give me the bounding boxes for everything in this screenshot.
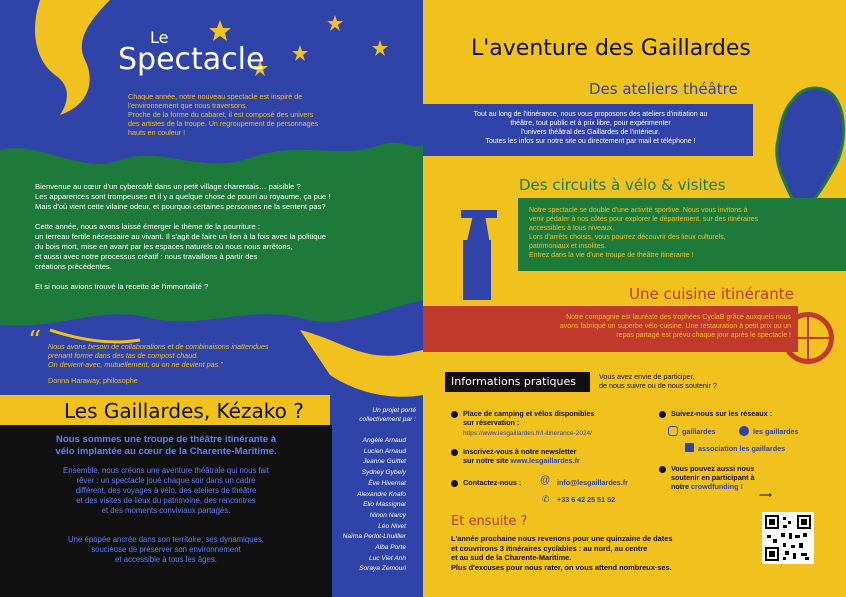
logo-big: Spectacle	[118, 42, 265, 77]
logo-small: Le	[150, 28, 169, 47]
kezako-epopee: Une épopée ancrée dans son territoire, ses dynamiques, soucieuse de préserver son environnement et accessible à tous les âges.	[68, 535, 264, 564]
intro-text: Chaque année, notre nouveau spectacle est inspiré de l'environnement que nous traversons. Proche de la forme du cabaret, il est composé des univers des artistes de la troupe. Un regroupement de personnages hauts en couleur !	[128, 92, 319, 137]
credits-list	[306, 436, 406, 575]
qr-code-icon	[765, 515, 811, 561]
credit-name: Ninon Narcy	[369, 511, 406, 519]
credit-name: Jeanne Guittet	[363, 458, 406, 466]
bullet-icon	[451, 411, 458, 418]
ateliers-text: Tout au long de l'itinérance, nous vous proposons des ateliers d'initiation au théâtre, tout public et à prix libre, pour expérimenter l'univers théâtral des Gaillardes de l'intérieur. Toutes les infos sur notre site ou directement par mail et téléphone !	[473, 111, 708, 145]
contact-phone[interactable]: +33 6 42 25 51 52	[557, 495, 616, 504]
credit-name: Sydney Gybely	[361, 469, 406, 477]
instagram-link[interactable]: gaillardes	[682, 427, 716, 436]
credit-name: Alba Porte	[375, 544, 406, 552]
ensuite-text: L'année prochaine nous revenons pour une quinzaine de dates et couvrirons 3 itinéraires cyclables : au nord, au centre et au sud de la Charente-Maritime. Plus d'excuses pour nous rater, on vous attend nombreux·ses.	[451, 534, 673, 572]
quote-text: Nous avons besoin de collaborations et de combinaisons inattendues prenant forme dans des tas de compost chaud. On devient-avec, mutuellement, ou on ne devient pas."	[48, 342, 269, 369]
support-text: Vous pouvez aussi nous soutenir en participant à notre crowdfunding !	[671, 464, 755, 491]
contact-email[interactable]: info@lesgaillardes.fr	[557, 478, 628, 487]
info-subtitle: Vous avez envie de participer, de nous suivre ou de nous soutenir ?	[599, 372, 717, 390]
right-title: L'aventure des Gaillardes	[471, 36, 751, 61]
circuits-text: Notre spectacle se double d'une activité sportive. Nous vous invitons à venir pédaler à nos côtés pour explorer le département, sur des itinéraires accessibles à tous niveaux. Lors d'arrêts choisis, vous pourrez découvrir des lieux culturels, patrimoniaux et insolites. Entrez dans la vie d'une troupe de théâtre itinérante !	[529, 207, 759, 259]
info-title: Informations pratiques	[451, 375, 576, 388]
bullet-icon	[659, 466, 666, 473]
credit-name: Soraya Zemouri	[359, 565, 406, 573]
credit-name: Luc Viet Anh	[368, 554, 406, 562]
crowdfunding-link[interactable]: crowdfunding !	[690, 482, 743, 491]
credits-header: Un projet porté collectivement par :	[359, 407, 416, 423]
ensuite-title: Et ensuite ?	[451, 514, 528, 529]
credit-name: Léo Nivet	[378, 522, 406, 530]
contact-label: Contactez-nous :	[463, 478, 522, 487]
bullet-icon	[451, 449, 458, 456]
credit-name: Alexandre Knafo	[357, 490, 406, 498]
quote-mark: “	[28, 326, 42, 356]
cuisine-text: Notre compagnie est lauréate des trophées CyclaB grâce auxquels nous avons fabriqué un superbe vélo-cuisine. Une restauration à petit prix ou un repas partagé est prévu chaque jour après le spectacle !	[559, 314, 791, 339]
credit-name: Lucien Arnaud	[363, 447, 406, 455]
credit-name: Naïma Perlot-Lhuillier	[342, 533, 406, 541]
kezako-lead: Nous sommes une troupe de théâtre itinérante à vélo implantée au cœur de la Charente-Maritime.	[55, 434, 277, 457]
instagram-icon	[668, 426, 678, 436]
phone-icon: ✆	[542, 494, 550, 504]
arrow-icon: ⟶	[759, 490, 772, 500]
quote-author: Donna Haraway, philosophe	[48, 376, 138, 385]
facebook-icon	[739, 426, 749, 436]
newsletter-text: Inscrivez-vous à notre newsletter sur notre site www.lesgaillardes.fr	[463, 447, 580, 465]
qr-code[interactable]	[762, 512, 814, 564]
right-page	[423, 0, 846, 597]
body-paragraphs: Bienvenue au cœur d'un cybercafé dans un petit village charentais… paisible ? Les apparences sont trompeuses et il y a quelque chose de pourri au royaume, ça pue ! Mais d'où vient cette vilaine odeur, et pourquoi certaines personnes ne la sentent pas? Cette année, nous avons laissé émerger le thème de la pourriture : un terreau fertile nécessaire au vivant. Il s'agit de faire un lien à la fois avec la politique du bois mort, mise en avant par les espaces naturels où nous nous arrêtons, et aussi avec notre processus créatif : nous travaillons à partir des créations précédentes. Et si nous avions trouvé la recette de l'immortalité ?	[35, 182, 331, 291]
bullet-icon	[451, 480, 458, 487]
kezako-body: Ensemble, nous créons une aventure théâtrale qui nous fait rêver : un spectacle joué chaque soir dans un cadre différent, des voyages à vélo, des ateliers de théâtre et des visites de lieux du patrimoine, des rencontres et des moments conviviaux partagés.	[63, 466, 269, 515]
at-icon: @	[540, 475, 551, 486]
newsletter-link[interactable]: www.lesgaillardes.fr	[510, 456, 580, 465]
bullet-icon	[659, 411, 666, 418]
credit-name: Elio Massignat	[363, 501, 406, 509]
linkedin-icon	[685, 443, 694, 452]
social-label: Suivez-nous sur les réseaux :	[671, 409, 773, 418]
circuits-title: Des circuits à vélo & visites	[519, 176, 726, 194]
cuisine-title: Une cuisine itinérante	[629, 285, 794, 303]
camping-link[interactable]: https://www.lesgaillardes.fr/l-itinerance-2024/	[463, 430, 592, 437]
facebook-link[interactable]: les gaillardes	[753, 427, 799, 436]
kezako-title: Les Gaillardes, Kézako ?	[64, 399, 304, 423]
credit-name: Ève Hivernat	[368, 479, 406, 487]
linkedin-link[interactable]: association les gaillardes	[698, 444, 786, 453]
ateliers-title: Des ateliers théâtre	[589, 80, 738, 98]
camping-label: Place de camping et vélos disponibles sur réservation :	[463, 409, 595, 427]
credit-name: Angèle Arnaud	[362, 437, 406, 444]
